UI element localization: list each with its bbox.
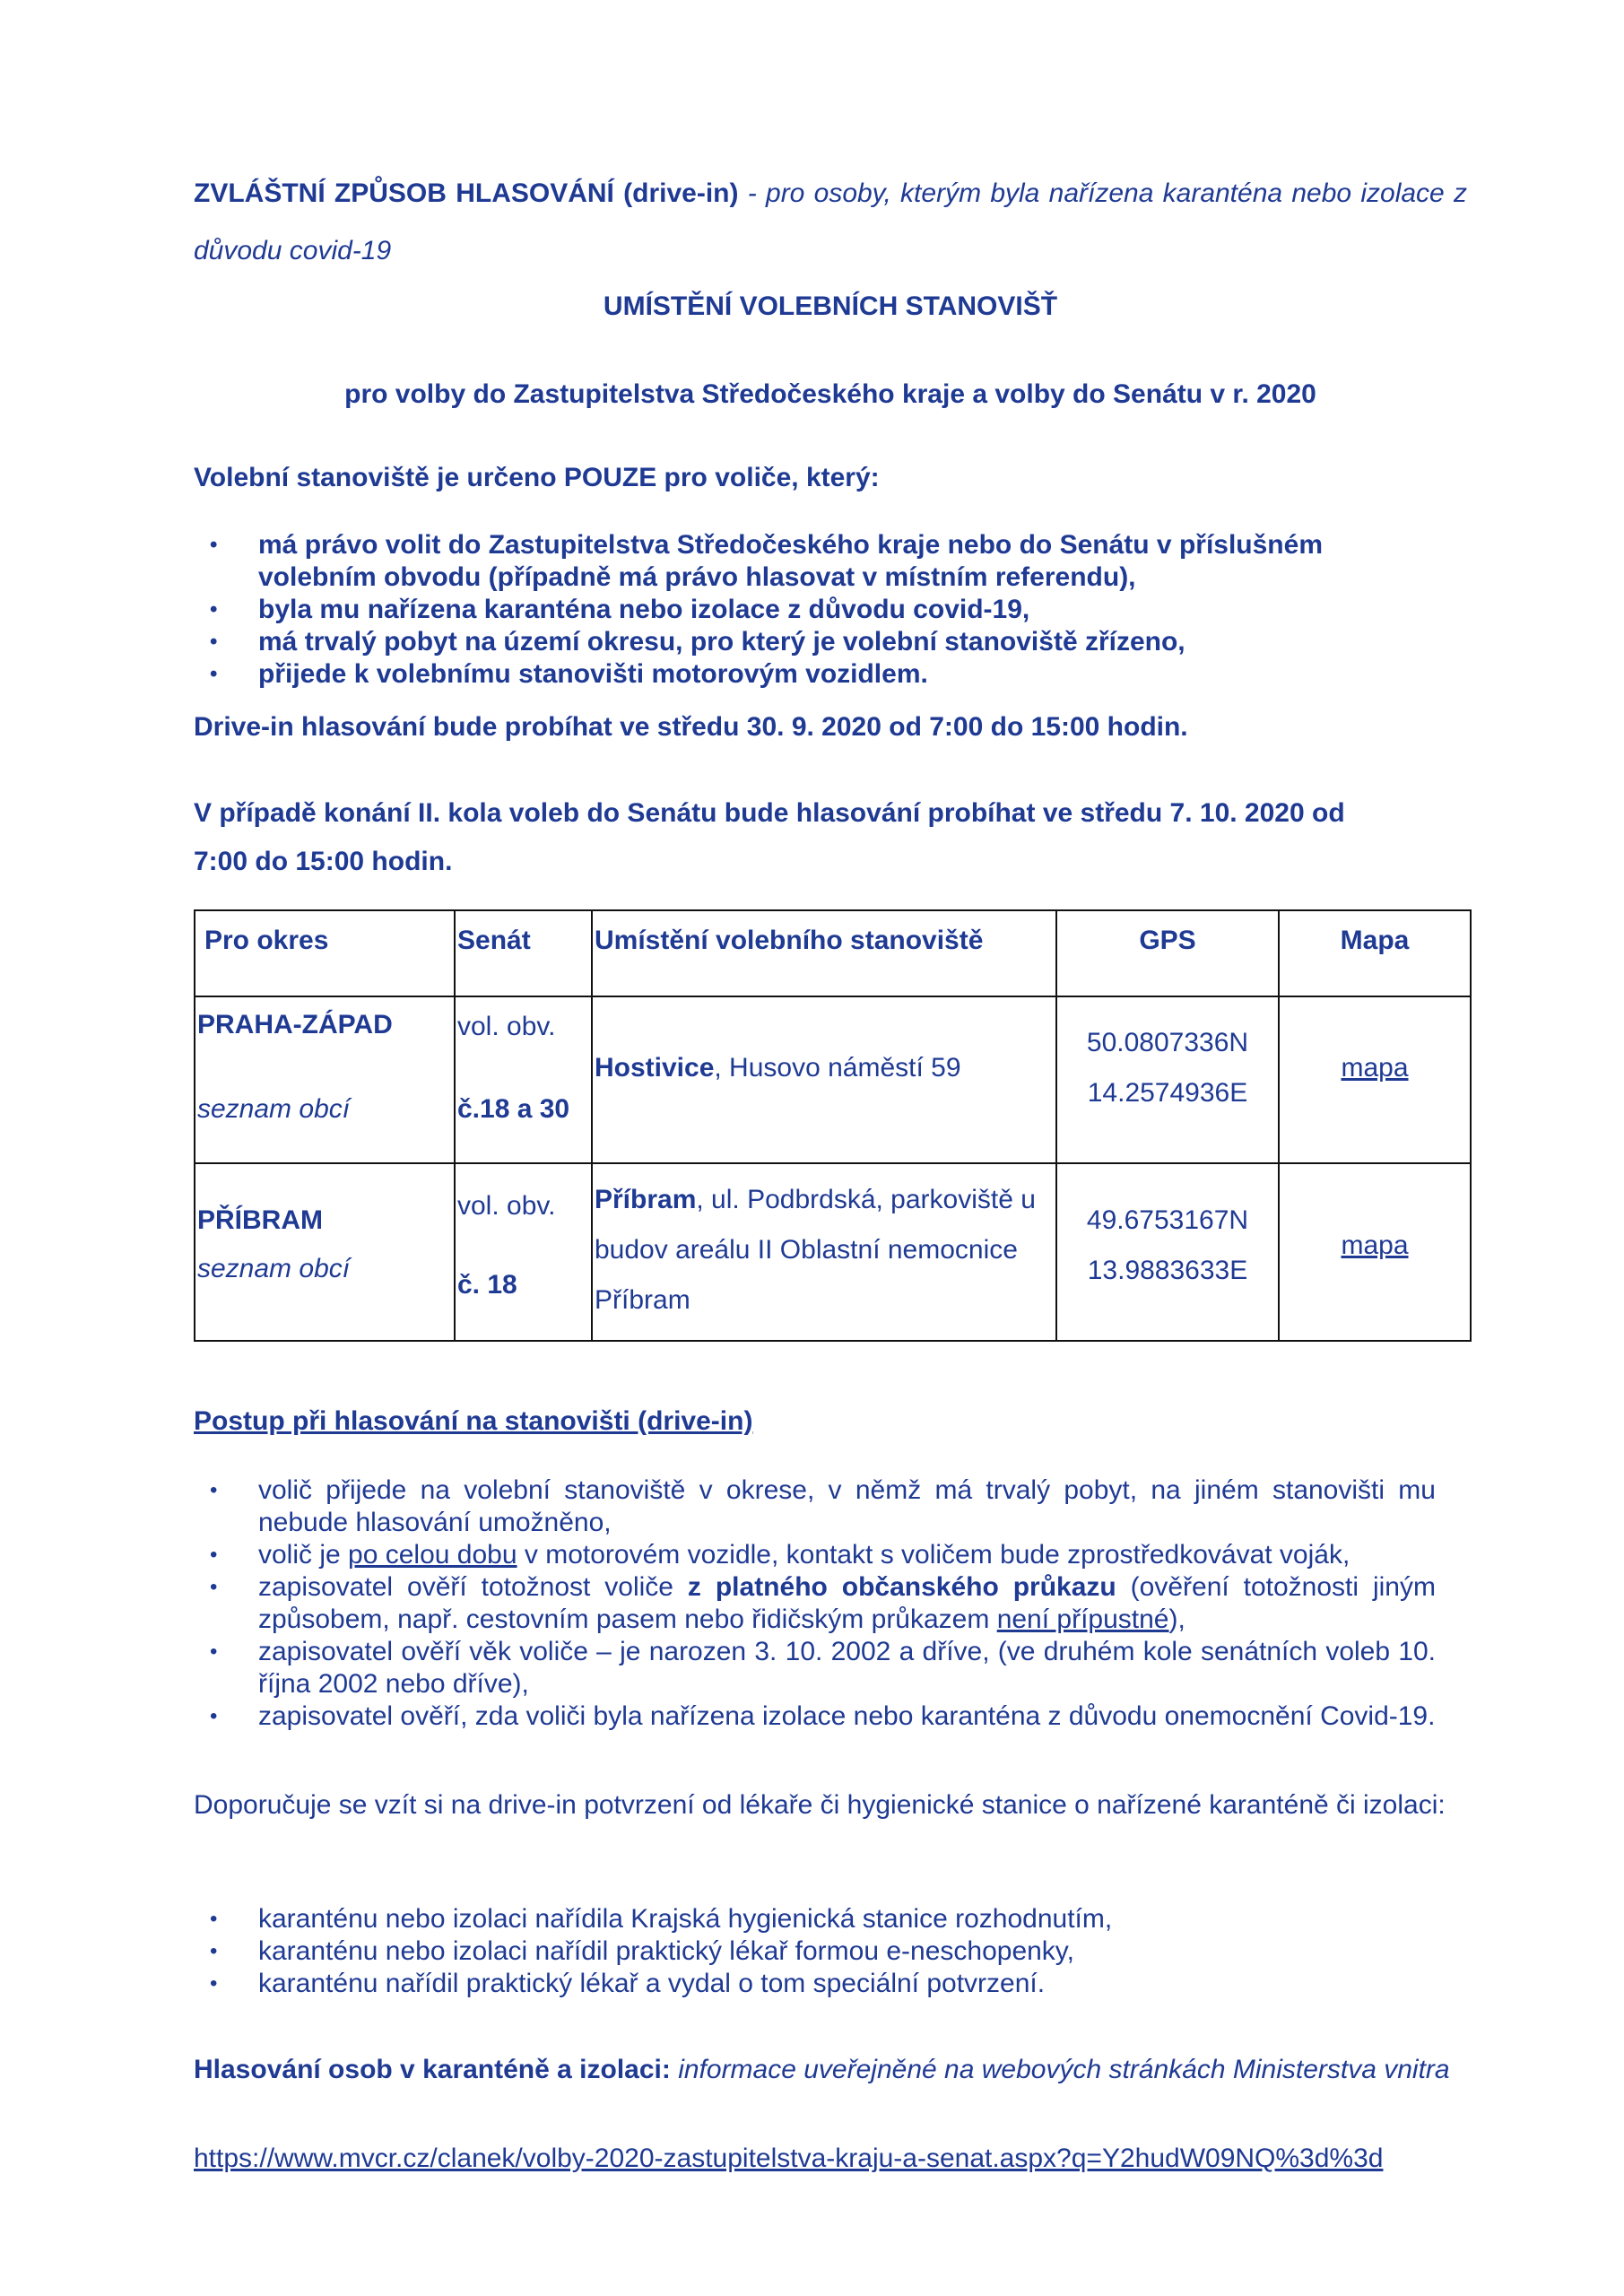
page-subtitle: pro volby do Zastupitelstva Středočeského kraje a volby do Senátu v r. 2020 xyxy=(344,379,1316,409)
stations-table xyxy=(194,909,1472,1342)
map-link[interactable]: mapa xyxy=(1341,1053,1409,1083)
table-row xyxy=(195,996,1471,1163)
table-header-cell: Mapa xyxy=(1279,910,1471,996)
gps-north: 49.6753167N xyxy=(1086,1205,1249,1235)
eligibility-intro: Volební stanoviště je určeno POUZE pro voliče, který: xyxy=(194,463,880,492)
list-item: • byla mu nařízena karanténa nebo izolace z důvodu covid-19, xyxy=(194,594,1440,626)
list-item: • má trvalý pobyt na území okresu, pro který je volební stanoviště zřízeno, xyxy=(194,626,1440,658)
second-round-date xyxy=(194,789,1386,886)
seznam-obci-link[interactable]: seznam obcí xyxy=(197,1254,351,1283)
okres-name: PŘÍBRAM xyxy=(197,1205,323,1235)
list-item: • karanténu nebo izolaci nařídila Krajská hygienická stanice rozhodnutím, xyxy=(194,1903,1440,1935)
second-round-text: V případě konání II. kola voleb do Senátu bude hlasování probíhat ve středu 7. 10. 2020 od 7:00 do 15:00 hodin. xyxy=(194,798,1345,876)
intro-text: - pro osoby, kterým byla nařízena karanténa nebo izolace z důvodu covid-19 xyxy=(194,178,1467,265)
seznam-obci-link[interactable]: seznam obcí xyxy=(197,1094,351,1124)
intro-heading: ZVLÁŠTNÍ ZPŮSOB HLASOVÁNÍ (drive-in) xyxy=(194,178,739,208)
procedure-heading: Postup při hlasování na stanovišti (drive-in) xyxy=(194,1406,753,1436)
okres-name: PRAHA-ZÁPAD xyxy=(197,1010,393,1039)
list-item: • přijede k volebnímu stanovišti motorovým vozidlem. xyxy=(194,658,1440,691)
drive-in-date: Drive-in hlasování bude probíhat ve středu 30. 9. 2020 od 7:00 do 15:00 hodin. xyxy=(194,712,1188,742)
footer-heading: Hlasování osob v karanténě a izolaci: xyxy=(194,2055,671,2084)
list-item: • zapisovatel ověří, zda voliči byla nařízena izolace nebo karanténa z důvodu onemocnění Covid-19. xyxy=(194,1700,1436,1733)
procedure-list xyxy=(194,1474,1436,1733)
gps-east: 14.2574936E xyxy=(1087,1078,1248,1108)
mvcr-url-link[interactable]: https://www.mvcr.cz/clanek/volby-2020-zastupitelstva-kraju-a-senat.aspx?q=Y2hudW09NQ%3d%3d xyxy=(194,2144,1384,2173)
eligibility-list xyxy=(194,529,1440,691)
senat-obvod-number: č. 18 xyxy=(457,1270,517,1300)
list-item: • karanténu nebo izolaci nařídil praktický lékař formou e-neschopenky, xyxy=(194,1935,1440,1968)
footer-paragraph xyxy=(194,2045,1467,2095)
senat-obvod-number: č.18 a 30 xyxy=(457,1094,570,1124)
table-header-cell: GPS xyxy=(1056,910,1279,996)
station-location: Hostivice, Husovo náměstí 59 xyxy=(595,1053,961,1083)
list-item: • zapisovatel ověří věk voliče – je narozen 3. 10. 2002 a dříve, (ve druhém kole senátních voleb 10. října 2002 nebo dříve), xyxy=(194,1636,1436,1700)
page-title: UMÍSTĚNÍ VOLEBNÍCH STANOVIŠŤ xyxy=(603,291,1058,321)
table-header-cell: Senát xyxy=(455,910,592,996)
senat-obvod-label: vol. obv. xyxy=(457,1012,556,1041)
gps-north: 50.0807336N xyxy=(1086,1028,1249,1057)
gps-east: 13.9883633E xyxy=(1087,1256,1248,1285)
footer-text: informace uveřejněné na webových stránkách Ministerstva vnitra xyxy=(670,2055,1450,2084)
map-link[interactable]: mapa xyxy=(1341,1231,1409,1260)
table-row xyxy=(195,1163,1471,1341)
recommendation-text: Doporučuje se vzít si na drive-in potvrzení od lékaře či hygienické stanice o nařízené karanténě či izolaci: xyxy=(194,1790,1446,1820)
list-item: • volič přijede na volební stanoviště v okrese, v němž má trvalý pobyt, na jiném stanovišti mu nebude hlasování umožněno, xyxy=(194,1474,1436,1539)
intro-paragraph xyxy=(194,165,1467,280)
station-location: Příbram, ul. Podbrdská, parkoviště u budov areálu II Oblastní nemocnice Příbram xyxy=(595,1185,1036,1315)
senat-obvod-label: vol. obv. xyxy=(457,1191,556,1221)
table-header-row xyxy=(195,910,1471,996)
list-item: • karanténu nařídil praktický lékař a vydal o tom speciální potvrzení. xyxy=(194,1968,1440,2000)
table-header-cell: Umístění volebního stanoviště xyxy=(592,910,1056,996)
list-item: • zapisovatel ověří totožnost voliče z platného občanského průkazu (ověření totožnosti jiným způsobem, např. cestovním pasem nebo řidičským průkazem není přípustné), xyxy=(194,1571,1436,1636)
table-header-cell: Pro okres xyxy=(195,910,455,996)
recommendation-list xyxy=(194,1903,1440,2000)
list-item: • volič je po celou dobu v motorovém vozidle, kontakt s voličem bude zprostředkovávat voják, xyxy=(194,1539,1436,1571)
list-item: • má právo volit do Zastupitelstva Středočeského kraje nebo do Senátu v příslušném volebním obvodu (případně má právo hlasovat v místním referendu), xyxy=(194,529,1440,594)
